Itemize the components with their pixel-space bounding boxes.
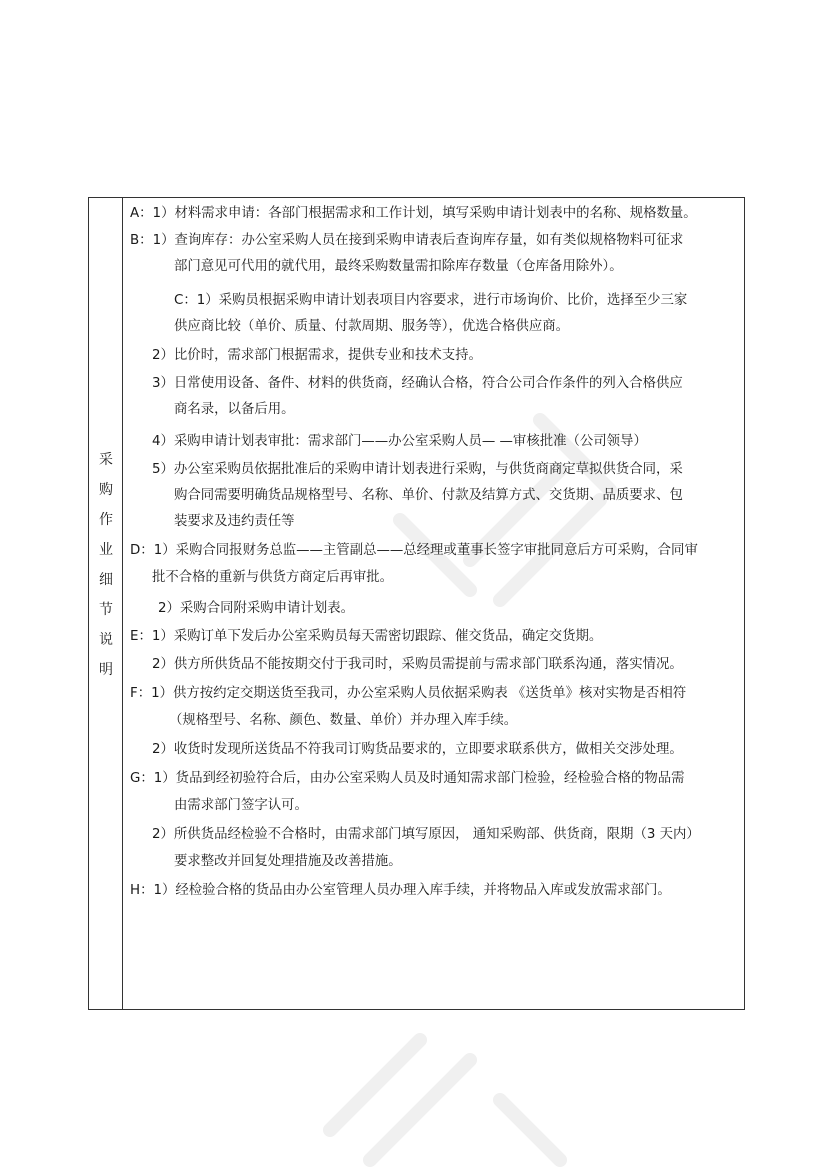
text-line: G：1）货品到经初验符合后，由办公室采购人员及时通知需求部门检验，经检验合格的物品需 — [130, 771, 685, 786]
text-line: 2）供方所供货品不能按期交付于我司时，采购员需提前与需求部门联系沟通，落实情况。 — [152, 657, 683, 672]
section-title-char: 细 — [99, 572, 113, 588]
text-line: 2）所供货品经检验不合格时，由需求部门填写原因， 通知采购部、供货商，限期（3 天内） — [152, 827, 700, 842]
section-title-char: 购 — [99, 482, 113, 498]
text-line: F：1）供方按约定交期送货至我司，办公室采购人员依据采购表 《送货单》核对实物是否相符 — [130, 686, 687, 701]
text-line: 2）采购合同附采购申请计划表。 — [158, 601, 354, 616]
text-line: B：1）查询库存：办公室采购人员在接到采购申请表后查询库存量，如有类似规格物料可征求 — [130, 233, 684, 248]
text-line: 批不合格的重新与供货方商定后再审批。 — [152, 570, 394, 585]
text-line: 商名录，以备后用。 — [174, 402, 295, 417]
text-line: C：1）采购员根据采购申请计划表项目内容要求，进行市场询价、比价，选择至少三家 — [174, 293, 688, 308]
text-line: 供应商比较（单价、质量、付款周期、服务等），优选合格供应商。 — [174, 319, 570, 334]
section-title-char: 节 — [99, 602, 113, 618]
section-title — [89, 445, 123, 685]
text-line: 4）采购申请计划表审批：需求部门——办公室采购人员— —审核批准（公司领导） — [152, 434, 647, 449]
watermark-stroke — [330, 1040, 560, 1160]
section-title-cell — [89, 198, 123, 1009]
text-line: 5）办公室采购员依据批准后的采购申请计划表进行采购，与供货商商定草拟供货合同，采 — [152, 462, 683, 477]
section-title-char: 作 — [99, 512, 113, 528]
text-line: H：1）经检验合格的货品由办公室管理人员办理入库手续，并将物品入库或发放需求部门。 — [130, 883, 671, 898]
text-line: D：1）采购合同报财务总监——主管副总——总经理或董事长签字审批同意后方可采购，合同审 — [130, 543, 698, 558]
description-content — [123, 198, 744, 1009]
text-line: 由需求部门签字认可。 — [174, 798, 308, 813]
section-title-char: 采 — [99, 452, 113, 468]
description-table — [88, 197, 745, 1010]
text-line: 部门意见可代用的就代用，最终采购数量需扣除库存数量（仓库备用除外）。 — [174, 259, 623, 274]
text-line: （规格型号、名称、颜色、数量、单价）并办理入库手续。 — [169, 713, 518, 728]
section-title-char: 业 — [99, 542, 113, 558]
text-line: A：1）材料需求申请：各部门根据需求和工作计划，填写采购申请计划表中的名称、规格数量。 — [130, 206, 697, 221]
text-line: E：1）采购订单下发后办公室采购员每天需密切跟踪、催交货品，确定交货期。 — [130, 629, 603, 644]
section-title-char: 明 — [99, 662, 113, 678]
text-line: 装要求及违约责任等 — [174, 514, 295, 529]
text-line: 要求整改并回复处理措施及改善措施。 — [174, 854, 402, 869]
text-line: 购合同需要明确货品规格型号、名称、单价、付款及结算方式、交货期、品质要求、包 — [174, 488, 683, 503]
text-line: 2）比价时，需求部门根据需求，提供专业和技术支持。 — [152, 348, 482, 363]
section-title-char: 说 — [99, 632, 113, 648]
text-line: 2）收货时发现所送货品不符我司订购货品要求的，立即要求联系供方，做相关交涉处理。 — [152, 742, 683, 757]
text-line: 3）日常使用设备、备件、材料的供货商，经确认合格，符合公司合作条件的列入合格供应 — [152, 376, 683, 391]
